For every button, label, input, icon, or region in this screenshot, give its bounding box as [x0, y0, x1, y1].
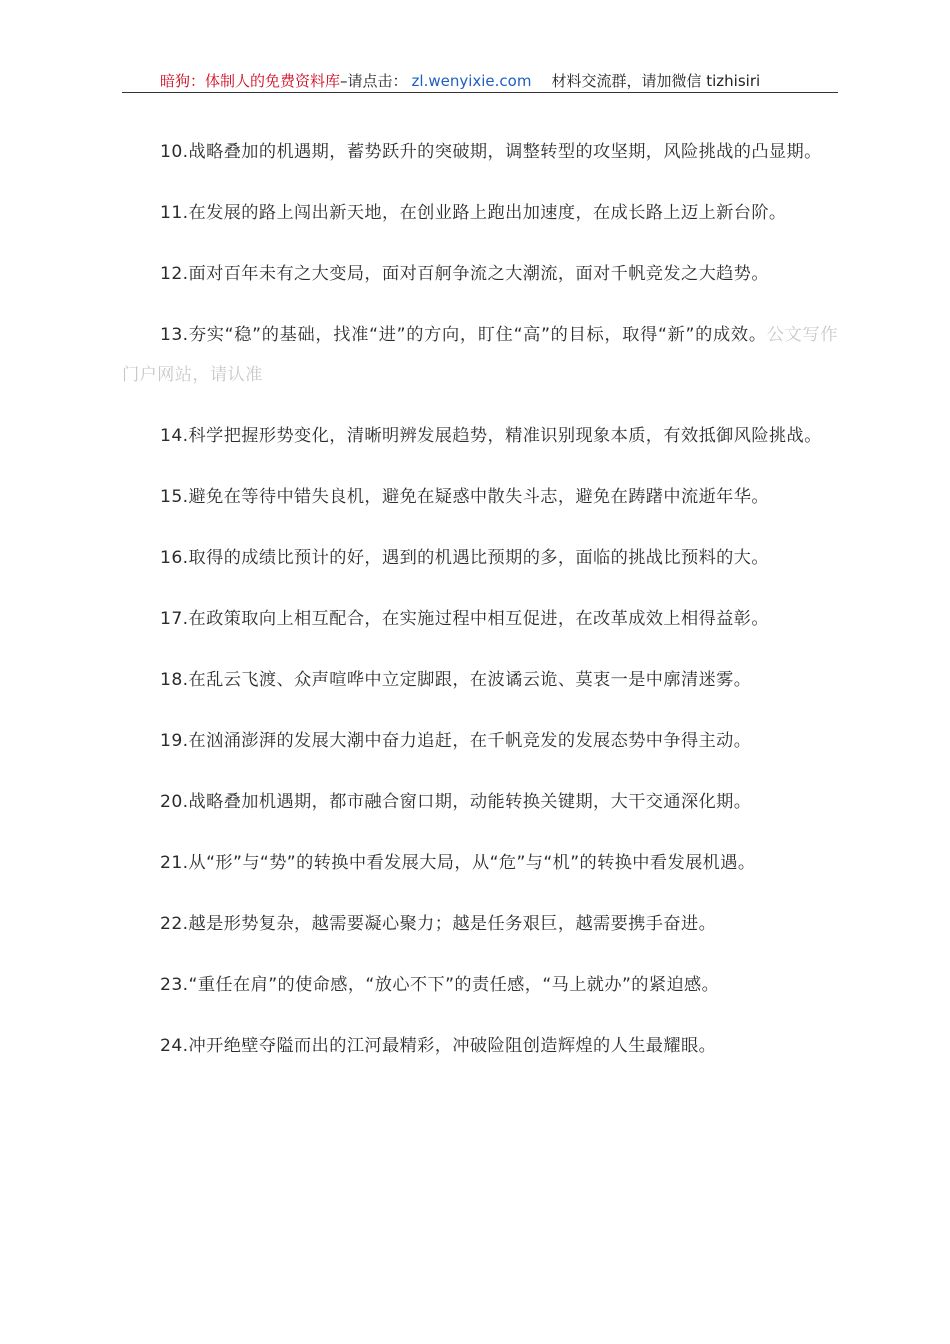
paragraph-24: 24.冲开绝壁夺隘而出的江河最精彩，冲破险阻创造辉煌的人生最耀眼。: [160, 1036, 717, 1056]
paragraph-19: 19.在汹涌澎湃的发展大潮中奋力追赶，在千帆竞发的发展态势中争得主动。: [160, 731, 752, 751]
paragraph-17: 17.在政策取向上相互配合，在实施过程中相互促进，在改革成效上相得益彰。: [160, 609, 769, 629]
paragraph-14: 14.科学把握形势变化，清晰明辨发展趋势，精准识别现象本质，有效抵御风险挑战。: [160, 426, 822, 446]
header-title: 暗狗：体制人的免费资料库: [160, 72, 341, 90]
header-wechat-text: 材料交流群，请加微信 tizhisiri: [551, 72, 761, 90]
paragraph-22: 22.越是形势复杂，越需要凝心聚力；越是任务艰巨，越需要携手奋进。: [160, 914, 717, 934]
paragraph-13: 13.夯实“稳”的基础，找准“进”的方向，盯住“高”的目标，取得“新”的成效。公文写作门户网站，请认准: [122, 325, 839, 385]
paragraph-15: 15.避免在等待中错失良机，避免在疑惑中散失斗志，避免在踌躇中流逝年华。: [160, 487, 769, 507]
paragraph-10: 10.战略叠加的机遇期，蓄势跃升的突破期，调整转型的攻坚期，风险挑战的凸显期。: [160, 142, 822, 162]
paragraph-20: 20.战略叠加机遇期，都市融合窗口期，动能转换关键期，大干交通深化期。: [160, 792, 752, 812]
header-click-text: –请点击：: [340, 72, 408, 90]
paragraph-16: 16.取得的成绩比预计的好，遇到的机遇比预期的多，面临的挑战比预料的大。: [160, 548, 769, 568]
paragraph-23: 23.“重任在肩”的使命感，“放心不下”的责任感，“马上就办”的紧迫感。: [160, 975, 720, 995]
watermark-text: 公文写作门户网站，请认准: [122, 325, 839, 385]
document-body: [122, 132, 838, 1087]
paragraph-21: 21.从“形”与“势”的转换中看发展大局，从“危”与“机”的转换中看发展机遇。: [160, 853, 756, 873]
paragraph-18: 18.在乱云飞渡、众声喧哗中立定脚跟，在波谲云诡、莫衷一是中廓清迷雾。: [160, 670, 752, 690]
page-header: [122, 70, 838, 93]
paragraph-11: 11.在发展的路上闯出新天地，在创业路上跑出加速度，在成长路上迈上新台阶。: [160, 203, 787, 223]
header-url-link[interactable]: zl.wenyixie.com: [411, 72, 532, 90]
paragraph-12: 12.面对百年未有之大变局，面对百舸争流之大潮流，面对千帆竞发之大趋势。: [160, 264, 769, 284]
